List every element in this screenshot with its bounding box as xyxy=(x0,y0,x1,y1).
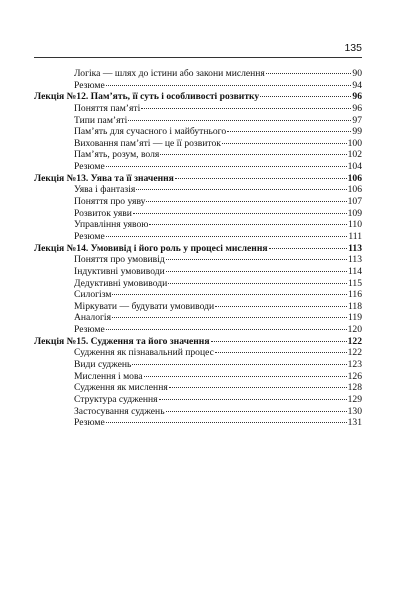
toc-entry-page: 118 xyxy=(347,300,362,312)
toc-dot-leader xyxy=(269,248,348,249)
toc-entry-page: 130 xyxy=(347,405,362,417)
toc-entry-page: 96 xyxy=(352,102,362,114)
toc-dot-leader xyxy=(106,422,347,423)
toc-entry-page: 123 xyxy=(347,359,362,371)
toc-dot-leader xyxy=(136,189,346,190)
toc-entry-title: Виховання пам’яті — це її розвиток xyxy=(74,137,221,149)
toc-entry xyxy=(34,394,362,406)
toc-entry xyxy=(34,80,362,92)
toc-entry xyxy=(34,68,362,80)
toc-entry xyxy=(34,184,362,196)
toc-entry xyxy=(34,417,362,429)
toc-entry-title: Поняття про умовивід xyxy=(74,254,165,266)
toc-lecture-heading xyxy=(34,91,362,103)
toc-entry-page: 97 xyxy=(352,114,362,126)
toc-entry-title: Лекція №14. Умовивід і його роль у процесі мислення xyxy=(34,242,268,254)
toc-entry-page: 113 xyxy=(348,242,362,254)
toc-entry-title: Логіка — шлях до істини або закони мислення xyxy=(74,68,265,79)
table-of-contents xyxy=(34,68,362,429)
toc-entry-page: 102 xyxy=(347,149,362,161)
toc-lecture-heading xyxy=(34,173,362,185)
toc-entry-title: Пам’ять для сучасного і майбутнього xyxy=(74,126,227,138)
toc-dot-leader xyxy=(211,341,347,342)
toc-entry xyxy=(34,196,362,208)
toc-dot-leader xyxy=(112,317,347,318)
toc-lecture-heading xyxy=(34,336,362,348)
toc-entry-title: Резюме xyxy=(74,230,105,242)
toc-dot-leader xyxy=(149,224,346,225)
toc-dot-leader xyxy=(215,352,347,353)
toc-entry-title: Лекція №12. Пам’ять, її суть і особливості розвитку xyxy=(34,91,260,103)
toc-entry-title: Типи пам’яті xyxy=(74,114,128,126)
toc-entry xyxy=(34,138,362,150)
toc-entry xyxy=(34,208,362,220)
toc-entry xyxy=(34,254,362,266)
toc-entry-title: Резюме xyxy=(74,79,105,91)
toc-dot-leader xyxy=(215,306,347,307)
toc-entry xyxy=(34,301,362,313)
toc-entry-title: Застосування суджень xyxy=(74,405,165,417)
toc-entry-page: 113 xyxy=(347,254,362,266)
toc-dot-leader xyxy=(260,96,351,97)
toc-entry-title: Резюме xyxy=(74,324,105,336)
toc-entry xyxy=(34,126,362,138)
toc-entry xyxy=(34,219,362,231)
toc-entry-title: Резюме xyxy=(74,161,105,173)
toc-dot-leader xyxy=(144,376,347,377)
toc-dot-leader xyxy=(106,85,352,86)
toc-entry-title: Судження як пізнавальний процес xyxy=(74,347,214,359)
toc-dot-leader xyxy=(222,143,347,144)
toc-dot-leader xyxy=(141,108,351,109)
toc-entry-page: 120 xyxy=(347,324,362,336)
toc-entry-title: Силогізм xyxy=(74,289,112,301)
toc-entry-title: Уява і фантазія xyxy=(74,184,136,196)
toc-entry xyxy=(34,359,362,371)
toc-entry-page: 106 xyxy=(347,184,362,196)
toc-entry xyxy=(34,161,362,173)
toc-entry-page: 131 xyxy=(347,417,362,429)
toc-entry xyxy=(34,406,362,418)
toc-dot-leader xyxy=(146,201,346,202)
toc-entry xyxy=(34,382,362,394)
toc-entry xyxy=(34,324,362,336)
toc-entry xyxy=(34,278,362,290)
toc-entry-page: 119 xyxy=(347,312,362,324)
toc-entry-page: 100 xyxy=(347,137,362,149)
toc-dot-leader xyxy=(166,411,347,412)
toc-dot-leader xyxy=(106,236,348,237)
toc-dot-leader xyxy=(168,283,347,284)
toc-entry-page: 109 xyxy=(347,207,362,219)
toc-dot-leader xyxy=(166,271,347,272)
toc-entry-title: Індуктивні умовиводи xyxy=(74,265,165,277)
toc-dot-leader xyxy=(169,387,347,388)
toc-entry xyxy=(34,312,362,324)
toc-entry-page: 99 xyxy=(352,126,362,138)
toc-entry xyxy=(34,103,362,115)
toc-dot-leader xyxy=(160,154,346,155)
toc-entry-title: Управління уявою xyxy=(74,219,149,231)
toc-dot-leader xyxy=(106,329,347,330)
page-number: 135 xyxy=(344,42,362,54)
toc-entry-page: 106 xyxy=(347,172,362,184)
toc-entry-page: 122 xyxy=(347,347,362,359)
toc-entry xyxy=(34,115,362,127)
toc-entry-title: Пам’ять, розум, воля xyxy=(74,149,160,161)
toc-entry-page: 115 xyxy=(347,277,362,289)
toc-entry-title: Дедуктивні умовиводи xyxy=(74,277,168,289)
toc-dot-leader xyxy=(227,131,351,132)
toc-entry-page: 111 xyxy=(348,230,362,242)
toc-entry-page: 107 xyxy=(347,196,362,208)
toc-entry-page: 96 xyxy=(352,91,362,103)
toc-entry xyxy=(34,231,362,243)
toc-entry-title: Мислення і мова xyxy=(74,370,143,382)
toc-entry-page: 116 xyxy=(347,289,362,301)
toc-dot-leader xyxy=(159,399,347,400)
toc-entry-title: Лекція №15. Судження та його значення xyxy=(34,335,210,347)
toc-entry-page: 114 xyxy=(347,265,362,277)
toc-entry-page: 128 xyxy=(347,382,362,394)
toc-dot-leader xyxy=(112,294,347,295)
toc-entry xyxy=(34,371,362,383)
header-rule xyxy=(34,57,362,58)
toc-dot-leader xyxy=(266,73,352,74)
toc-entry-title: Лекція №13. Уява та її значення xyxy=(34,172,174,184)
toc-entry-title: Поняття пам’яті xyxy=(74,102,141,114)
toc-lecture-heading xyxy=(34,243,362,255)
toc-entry-page: 90 xyxy=(352,68,362,79)
toc-dot-leader xyxy=(166,259,347,260)
toc-entry-page: 129 xyxy=(347,393,362,405)
toc-entry-title: Структура судження xyxy=(74,393,158,405)
toc-entry-page: 94 xyxy=(352,79,362,91)
toc-entry xyxy=(34,347,362,359)
toc-dot-leader xyxy=(106,166,347,167)
toc-dot-leader xyxy=(133,213,347,214)
toc-dot-leader xyxy=(128,120,351,121)
toc-entry-page: 122 xyxy=(347,335,362,347)
toc-entry-page: 110 xyxy=(347,219,362,231)
toc-dot-leader xyxy=(132,364,346,365)
toc-entry-title: Види суджень xyxy=(74,359,132,371)
toc-entry-page: 104 xyxy=(347,161,362,173)
toc-entry-title: Поняття про уяву xyxy=(74,196,146,208)
toc-entry xyxy=(34,266,362,278)
toc-entry-title: Резюме xyxy=(74,417,105,429)
toc-entry-page: 126 xyxy=(347,370,362,382)
toc-entry-title: Судження як мислення xyxy=(74,382,168,394)
toc-entry-title: Міркувати — будувати умовиводи xyxy=(74,300,215,312)
toc-entry xyxy=(34,149,362,161)
toc-dot-leader xyxy=(175,178,347,179)
toc-entry-title: Розвиток уяви xyxy=(74,207,132,219)
toc-entry xyxy=(34,289,362,301)
toc-entry-title: Аналогія xyxy=(74,312,112,324)
